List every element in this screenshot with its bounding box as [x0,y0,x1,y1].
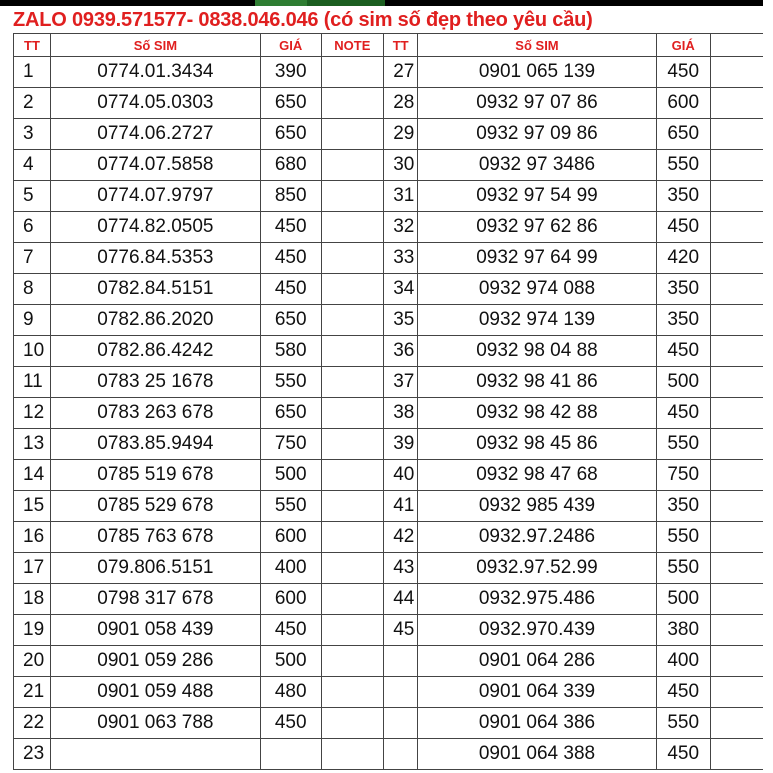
cell-sim[interactable]: 0901 058 439 [50,615,260,646]
cell-price-2[interactable]: 450 [656,212,710,243]
cell-sim[interactable]: 0782.84.5151 [50,274,260,305]
cell-tt[interactable]: 7 [14,243,51,274]
table-row [14,553,773,584]
cell-sim-2[interactable]: 0901 064 388 [418,739,657,770]
cell-tt[interactable]: 4 [14,150,51,181]
cell-price[interactable]: 600 [260,522,321,553]
cell-sim[interactable]: 0798 317 678 [50,584,260,615]
cell-price-2[interactable]: 500 [656,367,710,398]
table-row [14,522,773,553]
cell-sim-2[interactable]: 0932 974 088 [418,274,657,305]
cell-sim[interactable]: 0783 25 1678 [50,367,260,398]
cell-tt-2[interactable] [384,739,418,770]
cell-tt[interactable]: 3 [14,119,51,150]
cell-price[interactable]: 450 [260,212,321,243]
cell-price-2[interactable]: 550 [656,522,710,553]
cell-note[interactable] [321,274,384,305]
cell-tt-2[interactable]: 30 [384,150,418,181]
cell-sim[interactable]: 0901 059 286 [50,646,260,677]
cell-price[interactable] [260,739,321,770]
cell-tt[interactable]: 17 [14,553,51,584]
cell-sim-2[interactable]: 0932.97.52.99 [418,553,657,584]
cell-price-2[interactable]: 450 [656,739,710,770]
table-row [14,708,773,739]
cell-tt[interactable]: 12 [14,398,51,429]
cell-sim-2[interactable]: 0901 064 386 [418,708,657,739]
cell-sim-2[interactable]: 0932 97 09 86 [418,119,657,150]
cell-sim-2[interactable]: 0932.975.486 [418,584,657,615]
cell-price[interactable]: 680 [260,150,321,181]
cell-sim[interactable]: 0776.84.5353 [50,243,260,274]
cell-sim-2[interactable]: 0932 985 439 [418,491,657,522]
cell-tt-2[interactable] [384,708,418,739]
table-row [14,615,773,646]
cell-note[interactable] [321,305,384,336]
table-row [14,584,773,615]
cell-price[interactable]: 500 [260,646,321,677]
cell-price-2[interactable]: 650 [656,119,710,150]
cell-sim[interactable]: 0783 263 678 [50,398,260,429]
cell-price[interactable]: 450 [260,274,321,305]
cell-tt[interactable]: 10 [14,336,51,367]
cell-sim[interactable]: 0774.05.0303 [50,88,260,119]
col-header-price[interactable]: GIÁ [260,34,321,57]
cell-price-2[interactable]: 500 [656,584,710,615]
cell-sim-2[interactable]: 0932 98 04 88 [418,336,657,367]
cell-sim[interactable]: 0774.82.0505 [50,212,260,243]
col-header-tt[interactable]: TT [14,34,51,57]
cell-tt[interactable]: 18 [14,584,51,615]
cell-tt-2[interactable]: 35 [384,305,418,336]
cell-note[interactable] [321,460,384,491]
cell-tt-2[interactable]: 41 [384,491,418,522]
table-row [14,677,773,708]
cell-price-2[interactable]: 450 [656,336,710,367]
cell-note[interactable] [321,522,384,553]
cell-price[interactable]: 480 [260,677,321,708]
cell-sim[interactable]: 0774.07.5858 [50,150,260,181]
cell-sim-2[interactable]: 0901 064 339 [418,677,657,708]
cell-tt-2[interactable]: 27 [384,57,418,88]
cell-tt[interactable]: 21 [14,677,51,708]
cell-tt[interactable]: 23 [14,739,51,770]
cell-price-2[interactable]: 550 [656,553,710,584]
table-row [14,119,773,150]
cell-note[interactable] [321,150,384,181]
col-header-price-2[interactable]: GIÁ [656,34,710,57]
cell-price[interactable]: 650 [260,398,321,429]
cell-sim[interactable]: 0785 529 678 [50,491,260,522]
cell-note[interactable] [321,491,384,522]
cell-price-2[interactable]: 550 [656,708,710,739]
cell-tt[interactable]: 16 [14,522,51,553]
table-row [14,739,773,770]
table-row [14,243,773,274]
cell-tt-2[interactable]: 40 [384,460,418,491]
cell-note[interactable] [321,336,384,367]
col-header-tt-2[interactable]: TT [384,34,418,57]
cell-sim[interactable]: 0783.85.9494 [50,429,260,460]
cell-tt[interactable]: 22 [14,708,51,739]
table-row [14,367,773,398]
cell-tt-2[interactable]: 43 [384,553,418,584]
cell-tt-2[interactable]: 33 [384,243,418,274]
cell-sim-2[interactable]: 0901 065 139 [418,57,657,88]
cell-sim[interactable]: 0785 763 678 [50,522,260,553]
cell-price[interactable]: 390 [260,57,321,88]
cell-sim[interactable]: 0782.86.2020 [50,305,260,336]
cell-sim-2[interactable]: 0932.970.439 [418,615,657,646]
cell-price[interactable]: 650 [260,119,321,150]
cell-sim[interactable] [50,739,260,770]
cell-sim[interactable]: 0785 519 678 [50,460,260,491]
cell-price[interactable]: 600 [260,584,321,615]
table-row [14,88,773,119]
cell-price-2[interactable]: 400 [656,646,710,677]
cell-sim[interactable]: 0774.06.2727 [50,119,260,150]
cell-note[interactable] [321,398,384,429]
cell-sim[interactable]: 0782.86.4242 [50,336,260,367]
cell-price-2[interactable]: 380 [656,615,710,646]
cell-sim[interactable]: 0901 059 488 [50,677,260,708]
table-row [14,491,773,522]
cell-tt-2[interactable]: 38 [384,398,418,429]
cell-note[interactable] [321,181,384,212]
cell-price[interactable]: 550 [260,367,321,398]
cell-tt-2[interactable]: 32 [384,212,418,243]
cell-price[interactable]: 750 [260,429,321,460]
cell-tt[interactable]: 1 [14,57,51,88]
cell-price[interactable]: 400 [260,553,321,584]
cell-tt-2[interactable]: 28 [384,88,418,119]
cell-sim-2[interactable]: 0932 97 64 99 [418,243,657,274]
cell-tt[interactable]: 19 [14,615,51,646]
cell-price-2[interactable]: 350 [656,181,710,212]
table-row [14,212,773,243]
table-row [14,305,773,336]
cell-sim-2[interactable]: 0932 97 54 99 [418,181,657,212]
cell-sim[interactable]: 0774.07.9797 [50,181,260,212]
cell-sim-2[interactable]: 0901 064 286 [418,646,657,677]
cell-tt[interactable]: 2 [14,88,51,119]
cell-price-2[interactable]: 420 [656,243,710,274]
cell-note[interactable] [321,739,384,770]
table-row [14,336,773,367]
cell-sim-2[interactable]: 0932.97.2486 [418,522,657,553]
col-header-sim[interactable]: Số SIM [50,34,260,57]
cell-tt-2[interactable]: 42 [384,522,418,553]
cell-tt[interactable]: 11 [14,367,51,398]
table-row [14,646,773,677]
cell-note[interactable] [321,57,384,88]
table-header-row [14,34,773,57]
table-row [14,150,773,181]
cell-price-2[interactable]: 350 [656,491,710,522]
table-row [14,181,773,212]
right-edge [763,0,773,773]
col-header-sim-2[interactable]: Số SIM [418,34,657,57]
cell-note[interactable] [321,708,384,739]
cell-tt[interactable]: 14 [14,460,51,491]
cell-price[interactable]: 500 [260,460,321,491]
cell-price[interactable]: 580 [260,336,321,367]
cell-price-2[interactable]: 450 [656,677,710,708]
cell-note[interactable] [321,88,384,119]
cell-note[interactable] [321,615,384,646]
cell-price-2[interactable]: 450 [656,398,710,429]
cell-tt-2[interactable]: 31 [384,181,418,212]
cell-tt-2[interactable]: 45 [384,615,418,646]
cell-note[interactable] [321,584,384,615]
cell-price[interactable]: 550 [260,491,321,522]
cell-sim-2[interactable]: 0932 97 3486 [418,150,657,181]
cell-tt[interactable]: 5 [14,181,51,212]
page-title: ZALO 0939.571577- 0838.046.046 (có sim số đẹp theo yêu cầu) [13,9,593,31]
cell-price[interactable]: 850 [260,181,321,212]
cell-sim-2[interactable]: 0932 974 139 [418,305,657,336]
cell-tt-2[interactable] [384,646,418,677]
sim-price-table [13,33,773,770]
cell-price-2[interactable]: 550 [656,429,710,460]
table-row [14,460,773,491]
cell-price-2[interactable]: 750 [656,460,710,491]
table-row [14,57,773,88]
cell-note[interactable] [321,212,384,243]
cell-price[interactable]: 450 [260,243,321,274]
cell-tt-2[interactable]: 34 [384,274,418,305]
table-row [14,274,773,305]
cell-sim-2[interactable]: 0932 98 41 86 [418,367,657,398]
cell-tt[interactable]: 6 [14,212,51,243]
cell-tt-2[interactable]: 39 [384,429,418,460]
col-header-note[interactable]: NOTE [321,34,384,57]
cell-tt[interactable]: 13 [14,429,51,460]
cell-sim-2[interactable]: 0932 97 62 86 [418,212,657,243]
cell-tt-2[interactable]: 36 [384,336,418,367]
cell-sim-2[interactable]: 0932 98 47 68 [418,460,657,491]
cell-price-2[interactable]: 350 [656,305,710,336]
cell-sim[interactable]: 0901 063 788 [50,708,260,739]
cell-price[interactable]: 450 [260,615,321,646]
cell-note[interactable] [321,367,384,398]
cell-note[interactable] [321,677,384,708]
cell-tt-2[interactable]: 44 [384,584,418,615]
cell-note[interactable] [321,646,384,677]
cell-note[interactable] [321,119,384,150]
cell-price[interactable]: 650 [260,305,321,336]
cell-tt-2[interactable]: 37 [384,367,418,398]
cell-note[interactable] [321,243,384,274]
cell-note[interactable] [321,429,384,460]
cell-tt[interactable]: 15 [14,491,51,522]
cell-tt-2[interactable]: 29 [384,119,418,150]
cell-sim-2[interactable]: 0932 98 45 86 [418,429,657,460]
cell-sim-2[interactable]: 0932 98 42 88 [418,398,657,429]
cell-tt-2[interactable] [384,677,418,708]
table-row [14,398,773,429]
cell-tt[interactable]: 9 [14,305,51,336]
table-row [14,429,773,460]
cell-price[interactable]: 650 [260,88,321,119]
cell-note[interactable] [321,553,384,584]
cell-price-2[interactable]: 600 [656,88,710,119]
cell-tt[interactable]: 8 [14,274,51,305]
cell-sim[interactable]: 0774.01.3434 [50,57,260,88]
cell-price-2[interactable]: 350 [656,274,710,305]
cell-sim-2[interactable]: 0932 97 07 86 [418,88,657,119]
cell-price-2[interactable]: 550 [656,150,710,181]
cell-tt[interactable]: 20 [14,646,51,677]
cell-price[interactable]: 450 [260,708,321,739]
cell-sim[interactable]: 079.806.5151 [50,553,260,584]
cell-price-2[interactable]: 450 [656,57,710,88]
